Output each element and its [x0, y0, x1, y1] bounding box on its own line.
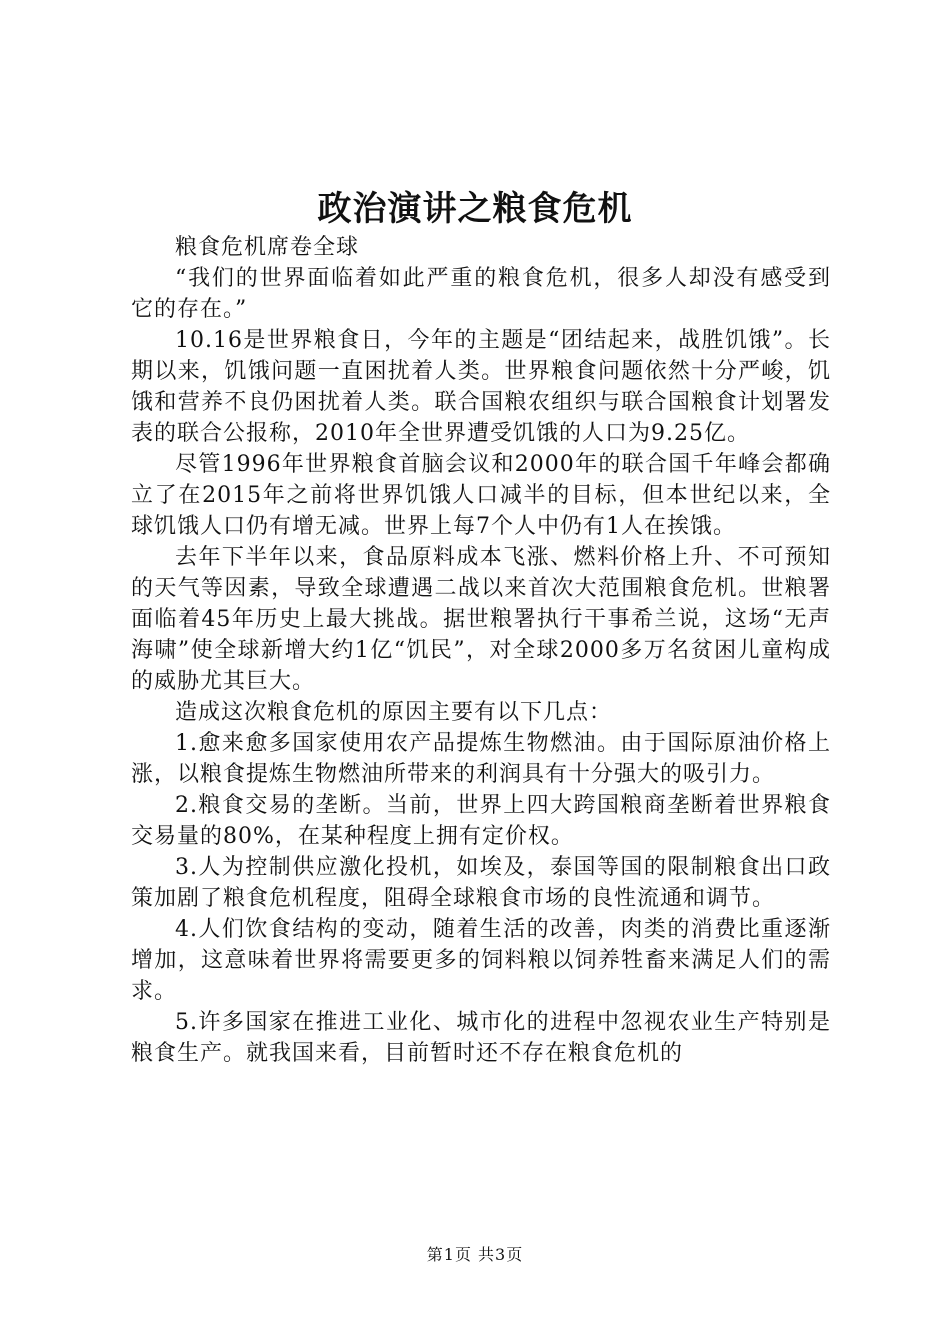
- paragraph-world-food-day: 10.16是世界粮食日，今年的主题是“团结起来，战胜饥饿”。长期以来，饥饿问题一直困扰着人类。世界粮食问题依然十分严峻，饥饿和营养不良仍困扰着人类。联合国粮农组织与联合国粮食计划署发表的联合公报称，2010年全世界遭受饥饿的人口为9.25亿。: [131, 328, 831, 446]
- paragraph-reason-4: 4.人们饮食结构的变动，随着生活的改善，肉类的消费比重逐渐增加，这意味着世界将需要更多的饲料粮以饲养牲畜来满足人们的需求。: [131, 917, 831, 1004]
- paragraph-crisis-causes-intro: 去年下半年以来，食品原料成本飞涨、燃料价格上升、不可预知的天气等因素，导致全球遭遇二战以来首次大范围粮食危机。世粮署面临着45年历史上最大挑战。据世粮署执行干事希兰说，这场“无声海啸”使全球新增大约1亿“饥民”，对全球2000多万名贫困儿童构成的威胁尤其巨大。: [131, 545, 831, 694]
- paragraph-reason-5: 5.许多国家在推进工业化、城市化的进程中忽视农业生产特别是粮食生产。就我国来看，目前暂时还不存在粮食危机的: [131, 1010, 831, 1066]
- paragraph-reason-1: 1.愈来愈多国家使用农产品提炼生物燃油。由于国际原油价格上涨，以粮食提炼生物燃油所带来的利润具有十分强大的吸引力。: [131, 731, 831, 787]
- paragraph-reason-2: 2.粮食交易的垄断。当前，世界上四大跨国粮商垄断着世界粮食交易量的80%，在某种程度上拥有定价权。: [131, 793, 831, 849]
- paragraph-summit-goals: 尽管1996年世界粮食首脑会议和2000年的联合国千年峰会都确立了在2015年之前将世界饥饿人口减半的目标，但本世纪以来，全球饥饿人口仍有增无减。世界上每7个人中仍有1人在挨饿。: [131, 452, 831, 539]
- document-title: 政治演讲之粮食危机: [317, 189, 633, 229]
- paragraph-quote: “我们的世界面临着如此严重的粮食危机，很多人却没有感受到它的存在。”: [131, 266, 831, 322]
- page-footer: 第1页 共3页: [426, 1245, 524, 1264]
- paragraph-subtitle: 粮食危机席卷全球: [175, 235, 360, 260]
- paragraph-reasons-heading: 造成这次粮食危机的原因主要有以下几点：: [175, 700, 613, 725]
- paragraph-reason-3: 3.人为控制供应激化投机，如埃及，泰国等国的限制粮食出口政策加剧了粮食危机程度，阻碍全球粮食市场的良性流通和调节。: [131, 855, 831, 911]
- document-body: [131, 232, 831, 1069]
